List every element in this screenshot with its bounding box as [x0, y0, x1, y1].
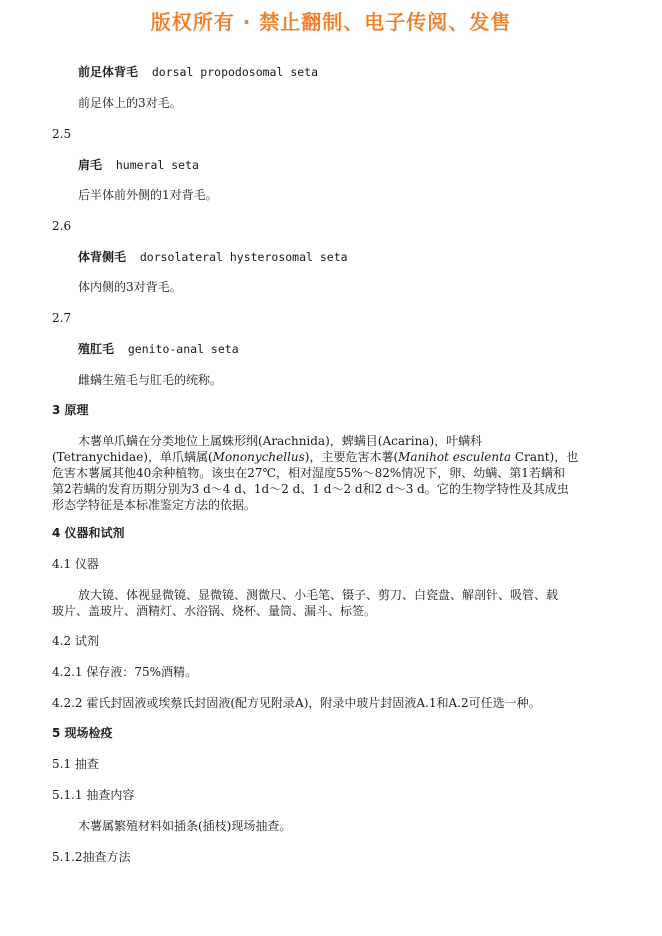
section-heading: 4 仪器和试剂: [52, 526, 125, 540]
genus-name: Mononychellus: [212, 450, 305, 464]
section-number: 2.5: [52, 127, 72, 141]
subsection-heading: 4.1 仪器: [52, 557, 99, 571]
clause-line: 4.2.1 保存液：75%酒精。: [52, 665, 198, 679]
term-definition: 雌螨生殖毛与肛毛的统称。: [78, 373, 223, 387]
paragraph-line: 木薯单爪螨在分类地位上属蛛形纲(Arachnida)，蜱螨目(Acarina)，叶螨科: [78, 434, 483, 448]
instruments-paragraph: [52, 587, 612, 619]
paragraph-line: 危害木薯属其他40余种植物。该虫在27℃，相对湿度55%～82%情况下，卵、幼螨、第1若螨和: [52, 466, 565, 480]
subsection-heading: 5.1.1 抽查内容: [52, 788, 135, 802]
term-cn: 殖肛毛: [78, 342, 115, 356]
term-cn: 体背侧毛: [78, 250, 127, 264]
term-row-3: [78, 249, 348, 265]
subsection-heading: 5.1 抽查: [52, 757, 99, 771]
term-definition: 前足体上的3对毛。: [78, 96, 182, 110]
term-en: dorsolateral hysterosomal seta: [139, 250, 348, 264]
term-en: genito-anal seta: [127, 342, 239, 356]
paragraph-line: 第2若螨的发育历期分别为3 d～4 d、1d～2 d、1 d～2 d和2 d～3 d。它的生物学特性及其成虫: [52, 482, 569, 496]
term-cn: 肩毛: [78, 158, 103, 172]
term-definition: 后半体前外侧的1对背毛。: [78, 188, 218, 202]
term-definition: 体内侧的3对背毛。: [78, 280, 182, 294]
term-row-4: [78, 341, 239, 357]
section-number: 2.7: [52, 311, 72, 325]
paragraph-line: [52, 449, 612, 465]
watermark-banner: 版权所有 · 禁止翻制、电子传阅、发售: [150, 10, 512, 34]
text-run: )，主要危害木薯(: [304, 450, 399, 464]
section-number: 2.6: [52, 219, 72, 233]
species-name: Manihot esculenta: [398, 450, 512, 464]
paragraph-line: 玻片、盖玻片、酒精灯、水浴锅、烧杯、量筒、漏斗、标签。: [52, 604, 377, 618]
subsection-heading: 5.1.2抽查方法: [52, 850, 131, 864]
section-heading: 3 原理: [52, 403, 89, 417]
subsection-heading: 4.2 试剂: [52, 634, 99, 648]
text-run: (Tetranychidae)，单爪螨属(: [52, 450, 213, 464]
paragraph-line: 形态学特征是本标准鉴定方法的依据。: [52, 498, 257, 512]
text-run: Crant)，也: [511, 450, 579, 464]
clause-line: 木薯属繁殖材料如插条(插枝)现场抽查。: [78, 819, 292, 833]
term-en: dorsal propodosomal seta: [151, 65, 319, 79]
term-cn: 前足体背毛: [78, 65, 139, 79]
term-row-2: [78, 157, 199, 173]
term-en: humeral seta: [115, 158, 199, 172]
term-row-1: [78, 64, 318, 80]
section-heading: 5 现场检疫: [52, 726, 113, 740]
clause-line: 4.2.2 霍氏封固液或埃蔡氏封固液(配方见附录A)，附录中玻片封固液A.1和A.2可任选一种。: [52, 696, 541, 710]
principle-paragraph: [52, 433, 612, 513]
paragraph-line: 放大镜、体视显微镜、显微镜、测微尺、小毛笔、镊子、剪刀、白瓷盘、解剖针、吸管、载: [78, 588, 559, 602]
